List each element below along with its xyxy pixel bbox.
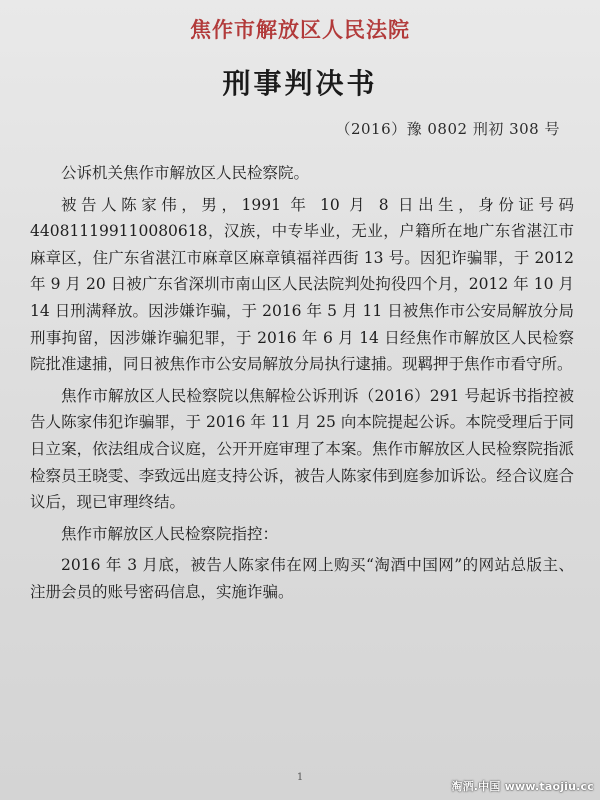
paragraph-defendant: 被告人陈家伟，男，1991 年 10 月 8 日出生，身份证号码 440811199110080618，汉族，中专毕业，无业，户籍所在地广东省湛江市麻章区，住广东省湛江市麻章区麻章镇福祥西街 13 号。因犯诈骗罪，于 2012 年 9 月 20 日被广东省深圳市南山区人民法院判处拘役四个月，2012 年 10 月 14 日刑满释放。因涉嫌诈骗，于 2016 年 5 月 11 日被焦作市公安局解放分局刑事拘留，因涉嫌诈骗犯罪，于 2016 年 6 月 14 日经焦作市解放区人民检察院批准逮捕，同日被焦作市公安局解放分局执行逮捕。现羁押于焦作市看守所。 bbox=[30, 195, 574, 374]
page-number: 1 bbox=[296, 772, 304, 783]
court-name: 焦作市解放区人民法院 bbox=[190, 18, 410, 42]
paragraph-prosecutor: 公诉机关焦作市解放区人民检察院。 bbox=[61, 164, 310, 182]
judgment-body bbox=[30, 160, 574, 611]
case-number: （2016）豫 0802 刑初 308 号 bbox=[335, 120, 560, 138]
watermark: 淘酒.中国 www.taojiu.cc bbox=[451, 780, 594, 793]
paragraph-prosecution: 焦作市解放区人民检察院以焦解检公诉刑诉（2016）291 号起诉书指控被告人陈家伟犯诈骗罪，于 2016 年 11 月 25 向本院提起公诉。本院受理后于同日立案，依法组成合议庭，公开开庭审理了本案。焦作市解放区人民检察院指派检察员王晓雯、李致远出庭支持公诉，被告人陈家伟到庭参加诉讼。经合议庭合议后，现已审理终结。 bbox=[30, 386, 574, 512]
paragraph-facts: 2016 年 3 月底，被告人陈家伟在网上购买“淘酒中国网”的网站总版主、注册会员的账号密码信息，实施诈骗。 bbox=[30, 556, 574, 601]
document-title: 刑事判决书 bbox=[222, 67, 378, 100]
paragraph-charge-heading: 焦作市解放区人民检察院指控： bbox=[61, 524, 279, 543]
